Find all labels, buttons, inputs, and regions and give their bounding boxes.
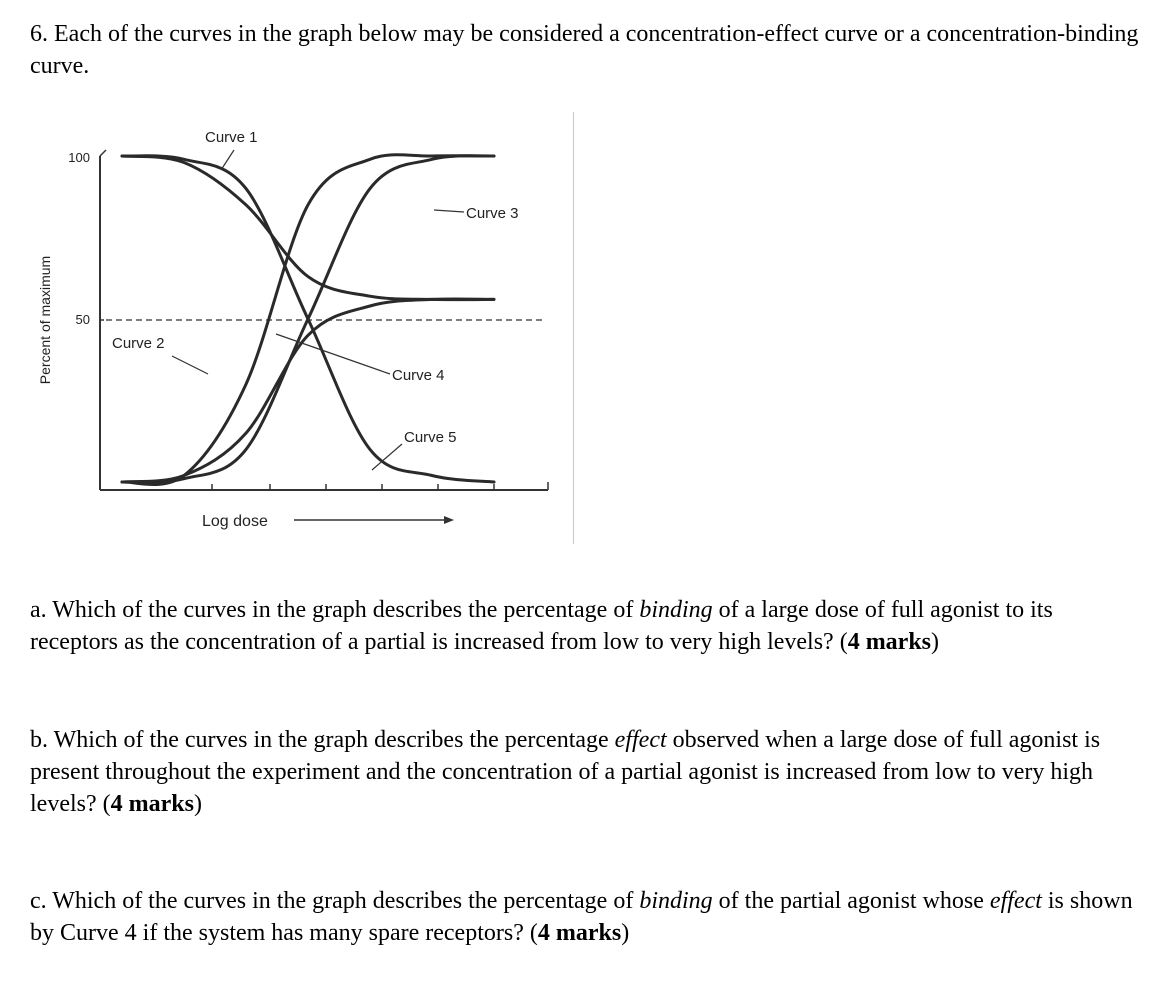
curve-1-label: Curve 1 xyxy=(205,129,258,146)
figure-border xyxy=(573,112,574,544)
question-c xyxy=(30,885,1140,949)
curve-4-line xyxy=(122,156,494,300)
question-a-text-3: ) xyxy=(931,629,940,655)
y-axis-label: Percent of maximum xyxy=(37,255,53,385)
curve-4-label: Curve 4 xyxy=(392,367,445,384)
y-tick-label-50: 50 xyxy=(75,312,90,327)
curve-1-leader xyxy=(221,150,234,170)
question-c-marks: 4 marks xyxy=(537,920,622,946)
question-c-text-4: ) xyxy=(621,920,630,946)
y-tick-100 xyxy=(100,150,106,156)
question-a-marks: 4 marks xyxy=(847,629,932,655)
question-b-text-1: b. Which of the curves in the graph describes the percentage xyxy=(30,727,615,753)
question-a-text-2: of a large dose of full agonist to its receptors as the concentration of a partial is increased from low to very high levels? ( xyxy=(30,597,1053,655)
question-b-emphasis: effect xyxy=(614,727,667,753)
question-b-marks: 4 marks xyxy=(110,791,194,817)
curve-2-label: Curve 2 xyxy=(112,335,165,352)
question-a-text-1: a. Which of the curves in the graph describes the percentage of xyxy=(30,597,640,623)
question-b-text-3: ) xyxy=(193,791,202,817)
curve-5-label: Curve 5 xyxy=(404,429,457,446)
curve-3-leader xyxy=(434,210,464,212)
curve-2-leader xyxy=(172,356,208,374)
x-axis-arrowhead xyxy=(444,516,454,524)
question-b-text-2: observed when a large dose of full agonist is present throughout the experiment and the concentration of a partial agonist is increased from low to very high levels? ( xyxy=(30,727,1101,817)
question-c-emphasis-2: effect xyxy=(989,888,1042,914)
x-axis-label: Log dose xyxy=(202,513,268,530)
question-a xyxy=(30,594,1140,658)
question-b xyxy=(30,724,1140,820)
y-tick-label-100: 100 xyxy=(68,150,90,165)
question-c-emphasis-1: binding xyxy=(639,888,713,914)
dose-response-chart xyxy=(20,108,580,548)
curve-3-label: Curve 3 xyxy=(466,205,519,222)
question-c-text-3: is shown by Curve 4 if the system has many spare receptors? ( xyxy=(30,888,1133,946)
question-c-text-1: c. Which of the curves in the graph describes the percentage of xyxy=(30,888,640,914)
question-c-text-2: of the partial agonist whose xyxy=(712,888,990,914)
question-a-emphasis: binding xyxy=(639,597,713,623)
curve-5-line xyxy=(122,299,494,482)
dose-response-figure xyxy=(20,108,580,548)
question-intro: 6. Each of the curves in the graph below may be considered a concentration-effect curve or a concentration-binding curve. xyxy=(30,21,1139,79)
